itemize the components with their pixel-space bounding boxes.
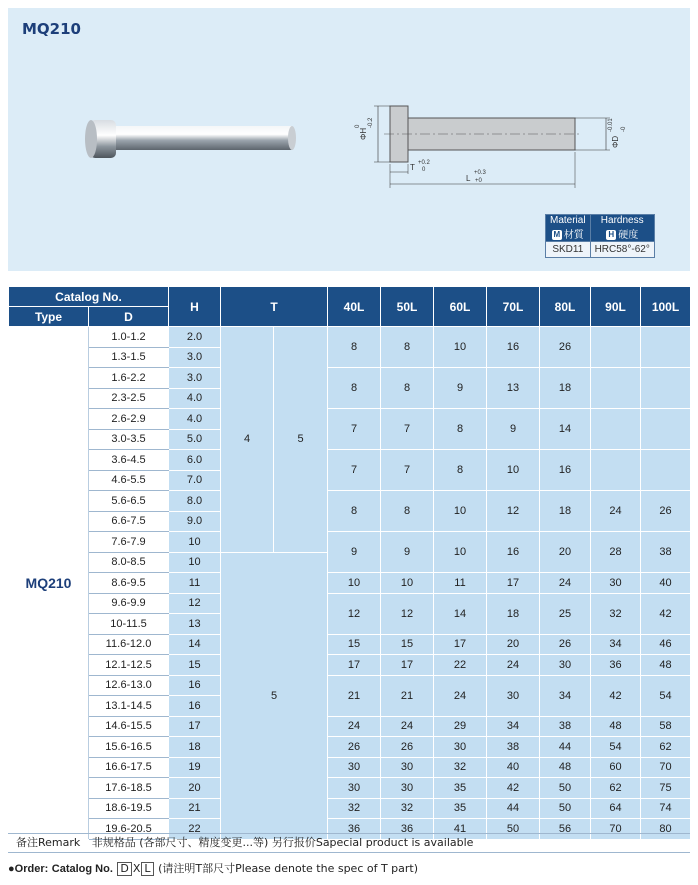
length-cell: 9 [328, 532, 381, 573]
table-row [9, 532, 691, 553]
d-tol-upper: -0.01 [608, 118, 614, 132]
t-tol-lower: 0 [422, 167, 426, 173]
length-cell: 32 [381, 798, 434, 819]
table-row [9, 450, 691, 471]
length-cell: 44 [540, 737, 591, 758]
d-cell: 6.6-7.5 [89, 511, 169, 532]
length-cell [591, 368, 641, 409]
material-cn: 材質 [563, 230, 584, 241]
h-cell: 11 [169, 573, 221, 594]
length-cell: 8 [381, 327, 434, 368]
length-cell: 48 [540, 757, 591, 778]
h-cell: 3.0 [169, 347, 221, 368]
length-cell: 26 [641, 491, 691, 532]
length-cell: 9 [381, 532, 434, 573]
remark-label: 备注Remark [16, 836, 81, 849]
length-cell: 7 [328, 409, 381, 450]
length-cell: 34 [540, 675, 591, 716]
length-cell: 35 [434, 798, 487, 819]
h-cell: 8.0 [169, 491, 221, 512]
length-cell: 15 [328, 634, 381, 655]
d-cell: 14.6-15.5 [89, 716, 169, 737]
length-cell: 9 [487, 409, 540, 450]
length-cell: 24 [487, 655, 540, 676]
length-cell: 16 [487, 327, 540, 368]
header-t: T [221, 287, 328, 327]
table-row [9, 593, 691, 614]
d-cell: 11.6-12.0 [89, 634, 169, 655]
d-cell: 10-11.5 [89, 614, 169, 635]
length-cell: 13 [487, 368, 540, 409]
h-cell: 12 [169, 593, 221, 614]
length-cell: 24 [381, 716, 434, 737]
h-cell: 7.0 [169, 470, 221, 491]
length-cell: 18 [540, 491, 591, 532]
length-cell: 30 [434, 737, 487, 758]
length-cell [641, 450, 691, 491]
length-cell: 16 [487, 532, 540, 573]
material-table [545, 214, 655, 258]
table-row [9, 778, 691, 799]
length-cell [641, 368, 691, 409]
table-row [9, 757, 691, 778]
h-cell: 16 [169, 675, 221, 696]
d-cell: 7.6-7.9 [89, 532, 169, 553]
length-cell: 32 [434, 757, 487, 778]
d-cell: 17.6-18.5 [89, 778, 169, 799]
h-cell: 2.0 [169, 327, 221, 348]
length-cell: 7 [381, 450, 434, 491]
header-40l: 40L [328, 287, 381, 327]
length-cell: 24 [540, 573, 591, 594]
length-cell: 64 [591, 798, 641, 819]
l-tol-lower: +0 [475, 178, 482, 184]
length-cell: 50 [540, 798, 591, 819]
length-cell: 10 [381, 573, 434, 594]
t-tol-upper: +0.2 [418, 160, 430, 166]
length-cell: 12 [487, 491, 540, 532]
hardness-header: Hardness H 硬度 [590, 215, 654, 242]
d-cell: 19.6-20.5 [89, 819, 169, 840]
length-cell: 28 [591, 532, 641, 573]
table-row [9, 655, 691, 676]
order-catalog-label: Catalog No. [51, 863, 113, 875]
order-times: X [132, 862, 141, 875]
length-cell: 15 [381, 634, 434, 655]
length-cell: 14 [540, 409, 591, 450]
length-cell: 30 [540, 655, 591, 676]
d-cell: 13.1-14.5 [89, 696, 169, 717]
header-h: H [169, 287, 221, 327]
h-cell: 10 [169, 532, 221, 553]
h-cell: 10 [169, 552, 221, 573]
d-cell: 2.6-2.9 [89, 409, 169, 430]
header-70l: 70L [487, 287, 540, 327]
d-cell: 5.6-6.5 [89, 491, 169, 512]
length-cell: 8 [381, 491, 434, 532]
length-cell: 11 [434, 573, 487, 594]
d-cell: 12.1-12.5 [89, 655, 169, 676]
d-cell: 16.6-17.5 [89, 757, 169, 778]
length-cell: 25 [540, 593, 591, 634]
length-cell: 30 [328, 757, 381, 778]
length-cell: 54 [641, 675, 691, 716]
header-50l: 50L [381, 287, 434, 327]
remark-text: 非规格品 (各部尺寸、精度变更...等) 另行报价Sapecial product is available [91, 836, 474, 849]
header-60l: 60L [434, 287, 487, 327]
header-90l: 90L [591, 287, 641, 327]
length-cell [591, 409, 641, 450]
h-tol-lower: -0.2 [368, 117, 374, 128]
length-cell: 9 [434, 368, 487, 409]
length-cell: 42 [487, 778, 540, 799]
length-cell: 44 [487, 798, 540, 819]
length-cell: 46 [641, 634, 691, 655]
material-badge: M [553, 230, 561, 240]
technical-drawing [348, 104, 628, 194]
length-cell: 8 [381, 368, 434, 409]
header-catalog: Catalog No. [9, 287, 169, 307]
table-row [9, 634, 691, 655]
table-row [9, 409, 691, 430]
length-cell: 50 [540, 778, 591, 799]
length-cell: 26 [540, 327, 591, 368]
h-cell: 17 [169, 716, 221, 737]
h-cell: 22 [169, 819, 221, 840]
length-cell: 29 [434, 716, 487, 737]
length-cell: 26 [540, 634, 591, 655]
h-cell: 6.0 [169, 450, 221, 471]
length-cell: 21 [381, 675, 434, 716]
length-cell: 41 [434, 819, 487, 840]
table-row [9, 573, 691, 594]
d-cell: 3.6-4.5 [89, 450, 169, 471]
order-note [8, 860, 418, 876]
h-cell: 4.0 [169, 409, 221, 430]
length-cell: 30 [591, 573, 641, 594]
h-cell: 15 [169, 655, 221, 676]
table-row [9, 675, 691, 696]
d-cell: 18.6-19.5 [89, 798, 169, 819]
length-cell: 8 [328, 491, 381, 532]
d-cell: 1.0-1.2 [89, 327, 169, 348]
d-cell: 8.0-8.5 [89, 552, 169, 573]
d-cell: 1.6-2.2 [89, 368, 169, 389]
length-cell: 7 [381, 409, 434, 450]
length-cell: 24 [591, 491, 641, 532]
header-type: Type [9, 307, 89, 327]
material-header: Material M 材質 [546, 215, 591, 242]
d-cell: 12.6-13.0 [89, 675, 169, 696]
order-box-d: D [117, 862, 131, 876]
length-cell: 18 [540, 368, 591, 409]
h-cell: 16 [169, 696, 221, 717]
header-100l: 100L [641, 287, 691, 327]
hardness-value: HRC58°-62° [590, 242, 654, 258]
table-row [9, 491, 691, 512]
h-cell: 21 [169, 798, 221, 819]
length-cell: 48 [641, 655, 691, 676]
length-cell: 32 [328, 798, 381, 819]
length-cell: 60 [591, 757, 641, 778]
length-cell: 38 [641, 532, 691, 573]
length-cell: 18 [487, 593, 540, 634]
length-cell: 10 [434, 327, 487, 368]
length-cell: 24 [434, 675, 487, 716]
h-cell: 5.0 [169, 429, 221, 450]
table-row [9, 327, 691, 348]
h-cell: 14 [169, 634, 221, 655]
length-cell: 32 [591, 593, 641, 634]
length-cell: 38 [487, 737, 540, 758]
h-cell: 3.0 [169, 368, 221, 389]
length-cell: 56 [540, 819, 591, 840]
length-cell: 58 [641, 716, 691, 737]
length-cell: 35 [434, 778, 487, 799]
length-cell [591, 450, 641, 491]
length-cell: 7 [328, 450, 381, 491]
length-cell: 8 [328, 368, 381, 409]
length-cell: 10 [328, 573, 381, 594]
length-cell: 62 [591, 778, 641, 799]
h-cell: 4.0 [169, 388, 221, 409]
length-cell: 30 [487, 675, 540, 716]
header-d: D [89, 307, 169, 327]
length-cell: 24 [328, 716, 381, 737]
length-cell: 50 [487, 819, 540, 840]
d-cell: 9.6-9.9 [89, 593, 169, 614]
length-cell: 74 [641, 798, 691, 819]
length-cell [641, 409, 691, 450]
length-cell: 70 [641, 757, 691, 778]
length-cell: 42 [591, 675, 641, 716]
spec-table [8, 286, 691, 840]
length-cell: 40 [487, 757, 540, 778]
d-cell: 4.6-5.5 [89, 470, 169, 491]
h-label: ΦH [359, 127, 368, 140]
h-tol-upper: 0 [355, 124, 361, 128]
header-80l: 80L [540, 287, 591, 327]
order-bullet: ●Order: [8, 863, 49, 875]
remark-row [8, 833, 690, 853]
d-cell: 15.6-16.5 [89, 737, 169, 758]
h-cell: 20 [169, 778, 221, 799]
length-cell: 17 [487, 573, 540, 594]
length-cell: 48 [591, 716, 641, 737]
product-panel [8, 8, 690, 271]
l-label: L [466, 174, 471, 183]
t-cell: 5 [221, 552, 328, 839]
d-cell: 1.3-1.5 [89, 347, 169, 368]
length-cell: 34 [487, 716, 540, 737]
length-cell: 75 [641, 778, 691, 799]
length-cell: 10 [487, 450, 540, 491]
l-tol-upper: +0.3 [474, 170, 486, 176]
length-cell: 30 [381, 757, 434, 778]
length-cell: 26 [328, 737, 381, 758]
length-cell: 40 [641, 573, 691, 594]
length-cell: 17 [328, 655, 381, 676]
table-row [9, 368, 691, 389]
length-cell: 80 [641, 819, 691, 840]
table-row [9, 737, 691, 758]
length-cell: 26 [381, 737, 434, 758]
d-cell: 8.6-9.5 [89, 573, 169, 594]
d-label: ΦD [611, 135, 620, 148]
table-row [9, 716, 691, 737]
length-cell: 21 [328, 675, 381, 716]
h-cell: 13 [169, 614, 221, 635]
length-cell: 14 [434, 593, 487, 634]
length-cell: 17 [434, 634, 487, 655]
material-value: SKD11 [546, 242, 591, 258]
order-box-l: L [141, 862, 153, 876]
h-cell: 18 [169, 737, 221, 758]
order-hint: (请注明T部尺寸Please denote the spec of T part) [158, 862, 419, 875]
h-cell: 9.0 [169, 511, 221, 532]
length-cell: 22 [434, 655, 487, 676]
t-cell: 5 [274, 327, 328, 553]
d-cell: 2.3-2.5 [89, 388, 169, 409]
length-cell: 17 [381, 655, 434, 676]
length-cell: 12 [328, 593, 381, 634]
length-cell: 36 [591, 655, 641, 676]
hardness-cn: 硬度 [618, 230, 639, 241]
length-cell: 38 [540, 716, 591, 737]
length-cell: 62 [641, 737, 691, 758]
length-cell: 8 [434, 450, 487, 491]
t-label: T [410, 163, 415, 172]
length-cell: 42 [641, 593, 691, 634]
length-cell: 54 [591, 737, 641, 758]
length-cell [591, 327, 641, 368]
length-cell: 20 [487, 634, 540, 655]
length-cell: 30 [328, 778, 381, 799]
product-title: MQ210 [22, 20, 81, 38]
length-cell: 16 [540, 450, 591, 491]
length-cell: 70 [591, 819, 641, 840]
length-cell: 10 [434, 532, 487, 573]
length-cell: 8 [434, 409, 487, 450]
t-cell: 4 [221, 327, 274, 553]
h-cell: 19 [169, 757, 221, 778]
type-cell: MQ210 [9, 327, 89, 840]
length-cell: 10 [434, 491, 487, 532]
length-cell: 20 [540, 532, 591, 573]
length-cell: 34 [591, 634, 641, 655]
length-cell: 30 [381, 778, 434, 799]
length-cell: 8 [328, 327, 381, 368]
table-row [9, 798, 691, 819]
length-cell: 36 [381, 819, 434, 840]
length-cell [641, 327, 691, 368]
product-photo [78, 104, 298, 174]
d-cell: 3.0-3.5 [89, 429, 169, 450]
length-cell: 12 [381, 593, 434, 634]
d-tol-lower: -0 [621, 126, 627, 132]
length-cell: 36 [328, 819, 381, 840]
hardness-badge: H [606, 230, 616, 240]
